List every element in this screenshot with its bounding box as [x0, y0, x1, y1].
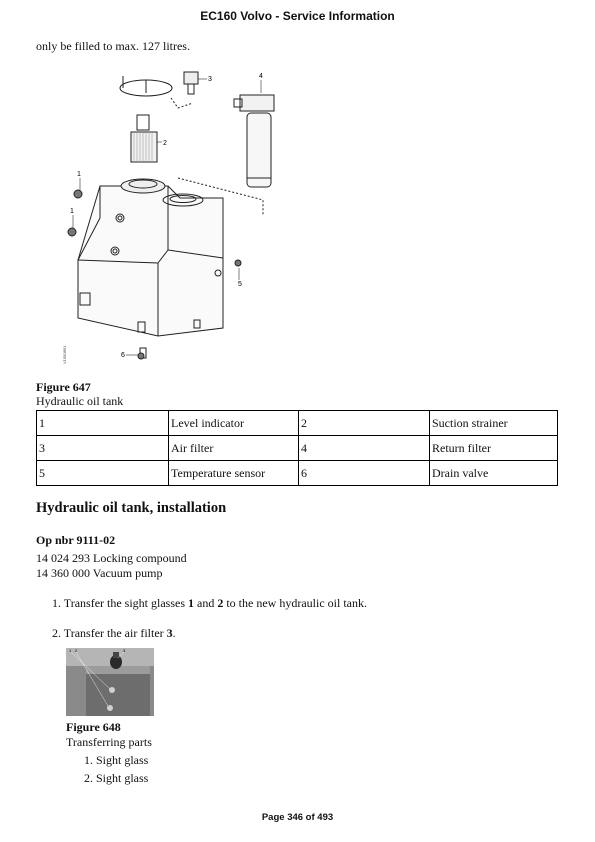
step-1 — [52, 596, 367, 611]
figure-647-caption: Hydraulic oil tank — [36, 394, 124, 408]
figure-648-caption: Transferring parts — [66, 735, 152, 749]
callout-5: 5 — [238, 281, 242, 288]
callout-3: 3 — [208, 76, 212, 83]
step-number: 2. — [52, 626, 61, 640]
page-header: EC160 Volvo - Service Information — [200, 9, 395, 23]
figure-647-number: Figure 647 — [36, 380, 91, 394]
callout-2: 2 — [163, 140, 167, 147]
table-cell: Suction strainer — [430, 411, 558, 436]
table-cell: Temperature sensor — [169, 461, 299, 486]
table-cell: Return filter — [430, 436, 558, 461]
step-number: 1. — [52, 596, 61, 610]
step-text: Transfer the sight glasses — [63, 596, 189, 610]
tool-item: 14 360 000 Vacuum pump — [36, 566, 163, 580]
list-item: 2. Sight glass — [84, 771, 149, 785]
table-cell: Air filter — [169, 436, 299, 461]
photo-callout-1: 1 — [69, 648, 72, 653]
transfer-parts-photo — [66, 648, 154, 716]
table-cell: 5 — [37, 461, 169, 486]
page-footer: Page 346 of 493 — [261, 812, 334, 823]
callout-1a: 1 — [77, 171, 81, 178]
hydraulic-tank-drawing — [58, 68, 303, 368]
parts-table — [36, 410, 558, 486]
callout-4: 4 — [259, 73, 263, 80]
step-ref: 2 — [217, 596, 224, 610]
figure-647-label — [36, 380, 123, 408]
table-row — [37, 411, 558, 436]
table-cell: 2 — [299, 411, 430, 436]
figure-648-number: Figure 648 — [66, 720, 121, 734]
table-cell: Level indicator — [169, 411, 299, 436]
figure-648-label — [66, 720, 152, 750]
table-cell: 6 — [299, 461, 430, 486]
section-title: Hydraulic oil tank, installation — [36, 500, 227, 516]
table-cell: 1 — [37, 411, 169, 436]
table-row — [37, 461, 558, 486]
step-text: Transfer the air filter — [63, 626, 167, 640]
callout-1b: 1 — [70, 208, 74, 215]
photo-callout-2: 2 — [75, 648, 78, 653]
table-cell: 4 — [299, 436, 430, 461]
step-ref: 3 — [166, 626, 173, 640]
tools-list — [36, 551, 187, 581]
callout-6: 6 — [121, 352, 125, 359]
intro-text: only be filled to max. 127 litres. — [36, 39, 190, 53]
step-2 — [52, 626, 176, 641]
figure-ref-code: V1050891 — [62, 345, 67, 364]
step-text: and — [194, 596, 218, 610]
photo-callout-3: 3 — [123, 648, 126, 653]
list-item: 1. Sight glass — [84, 753, 149, 767]
step-text: to the new hydraulic oil tank. — [223, 596, 367, 610]
op-number: Op nbr 9111-02 — [36, 533, 116, 547]
step-text: . — [172, 626, 176, 640]
tool-item: 14 024 293 Locking compound — [36, 551, 187, 565]
table-cell: Drain valve — [430, 461, 558, 486]
step-ref: 1 — [188, 596, 195, 610]
table-row — [37, 436, 558, 461]
table-cell: 3 — [37, 436, 169, 461]
